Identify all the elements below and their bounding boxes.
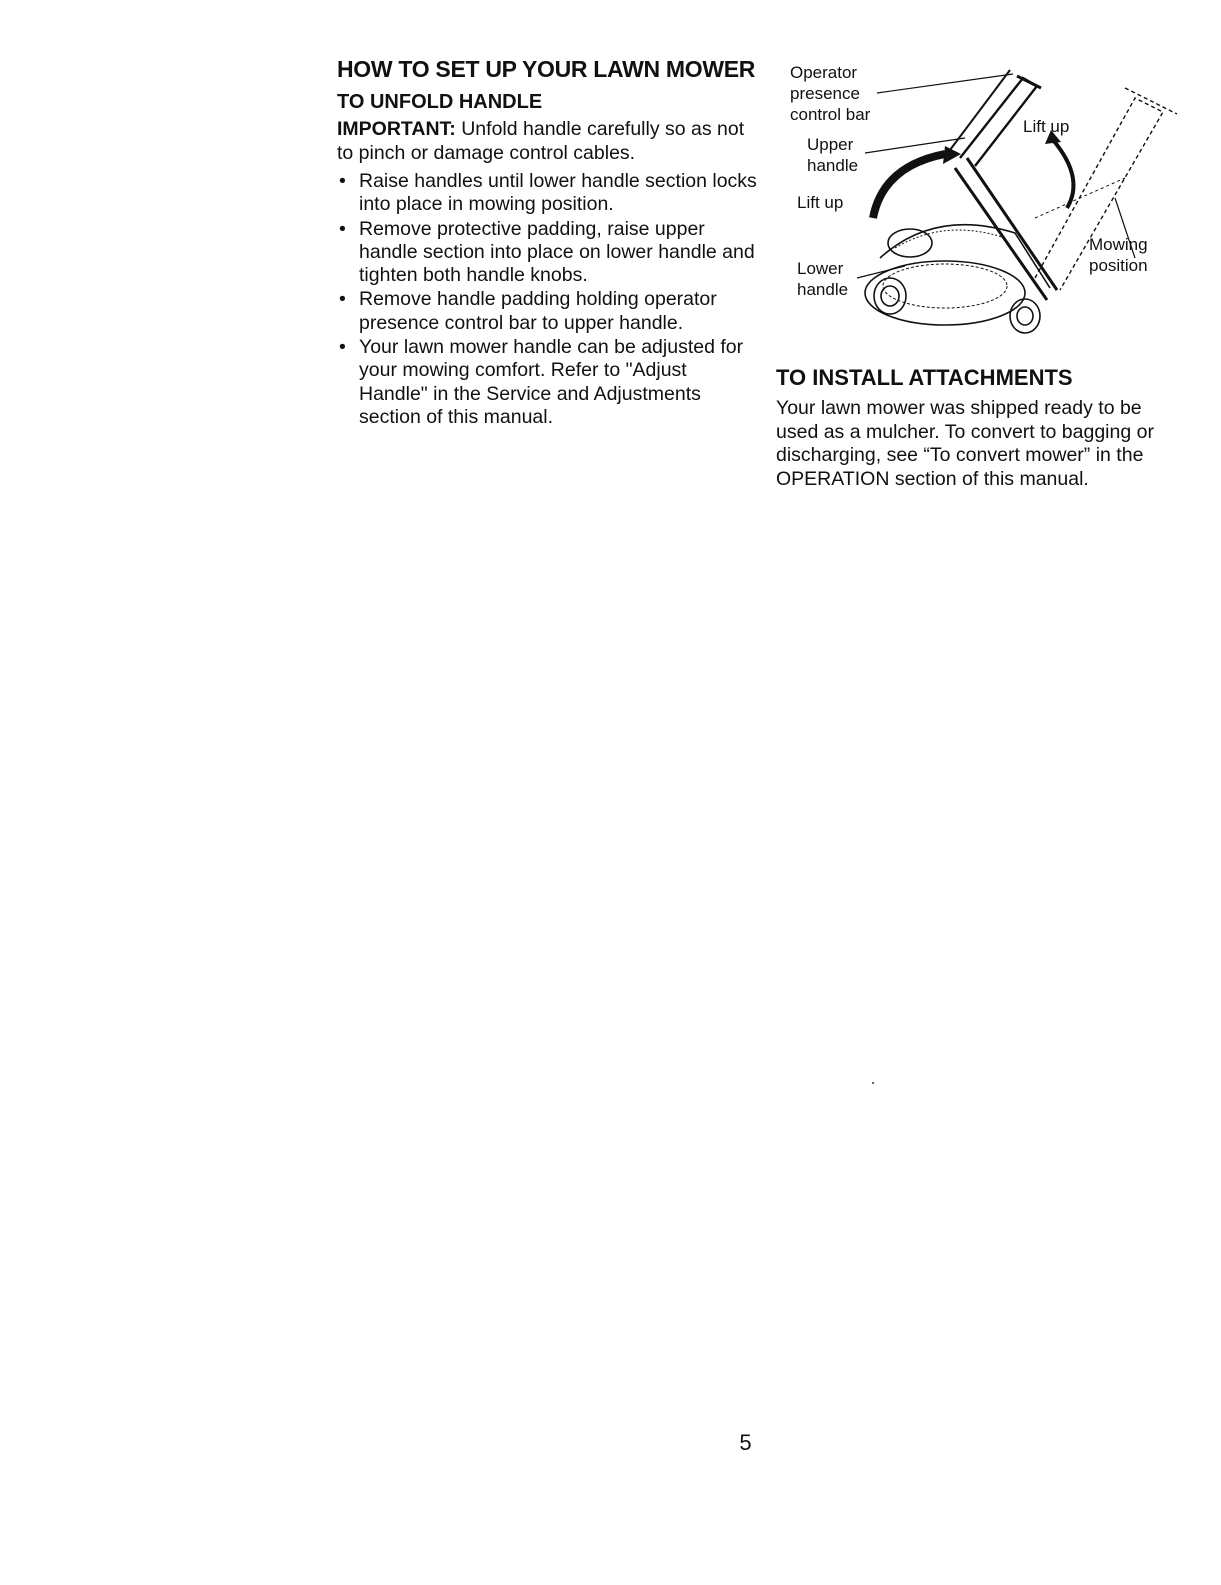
important-note [337, 117, 757, 165]
mower-handle-illustration [785, 58, 1190, 338]
attachments-heading: TO INSTALL ATTACHMENTS [776, 365, 1073, 390]
list-item [337, 336, 757, 429]
unfold-handle-heading: TO UNFOLD HANDLE [337, 91, 543, 113]
important-label: IMPORTANT: [337, 118, 456, 140]
important-text: Unfold handle carefully so as not to pinch or damage control cables. [337, 118, 745, 164]
stray-dot [872, 1082, 874, 1084]
mowing-position-label: Mowing position [1089, 235, 1148, 275]
attachments-section [776, 364, 1186, 491]
list-item [337, 288, 757, 335]
setup-steps-list [337, 170, 757, 429]
setup-section [337, 56, 757, 430]
upper-handle-label: Upper handle [807, 135, 859, 175]
step-text: Your lawn mower handle can be adjusted for your mowing comfort. Refer to "Adjust Handle" in the Service and Adjustments section of this manual. [359, 336, 744, 428]
step-text: Raise handles until lower handle section locks into place in mowing position. [359, 170, 757, 216]
bullet-icon: • [339, 336, 346, 359]
page-number: 5 [739, 1430, 752, 1455]
lift-up-right-label: Lift up [1023, 117, 1070, 136]
list-item [337, 170, 757, 217]
operator-presence-label: Operator presence control bar [790, 63, 871, 124]
list-item [337, 218, 757, 288]
lower-handle-label: Lower handle [797, 259, 849, 299]
step-text: Remove protective padding, raise upper handle section into place on lower handle and tighten both handle knobs. [359, 217, 755, 287]
bullet-icon: • [339, 288, 346, 311]
step-text: Remove handle padding holding operator presence control bar to upper handle. [359, 288, 717, 334]
setup-heading: HOW TO SET UP YOUR LAWN MOWER [337, 56, 756, 82]
bullet-icon: • [339, 170, 346, 192]
lift-up-left-label: Lift up [797, 193, 844, 212]
bullet-icon: • [339, 217, 346, 240]
attachments-body: Your lawn mower was shipped ready to be used as a mulcher. To convert to bagging or discharging, see “To convert mower” in the OPERATION section of this manual. [776, 397, 1154, 490]
